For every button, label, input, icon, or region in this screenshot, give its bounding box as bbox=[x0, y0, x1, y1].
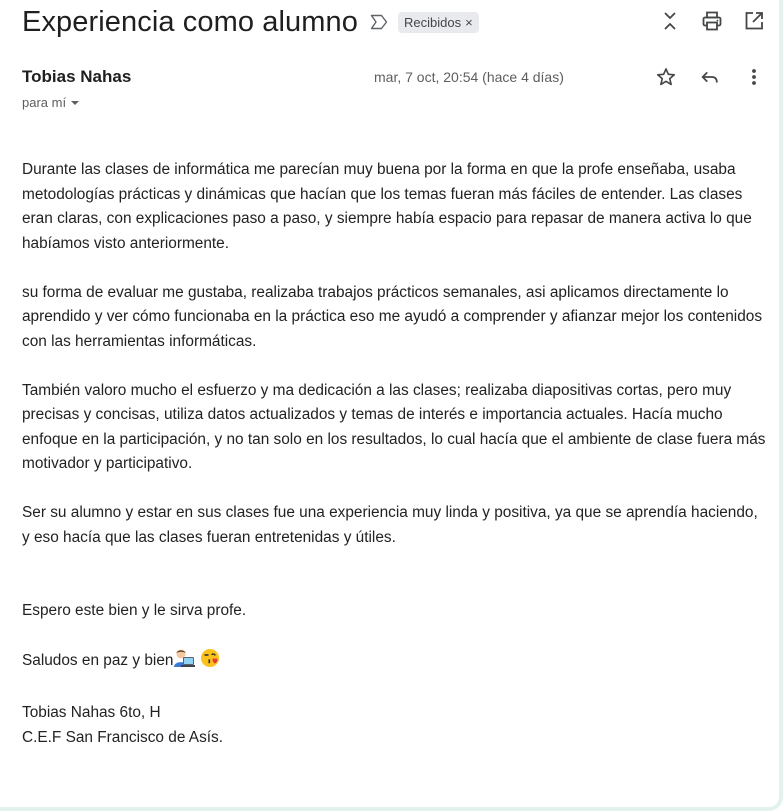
star-icon[interactable] bbox=[651, 62, 681, 92]
open-in-new-icon[interactable] bbox=[739, 6, 769, 36]
arrow-drop-down-icon[interactable] bbox=[70, 95, 80, 110]
recipient-details[interactable] bbox=[22, 95, 80, 110]
reply-icon[interactable] bbox=[695, 62, 725, 92]
thread-actions bbox=[655, 6, 769, 36]
body-paragraph: Durante las clases de informática me parecían muy buena por la forma en que la profe enseñaba, usaba metodologías prácticas y dinámicas que hacían que los temas fueran más fáciles de entender. Las clases eran claras, con explicaciones paso a paso, y siempre había espacio para repasar de manera activa lo que habíamos visto anteriormente. bbox=[22, 161, 752, 252]
body-paragraph: su forma de evaluar me gustaba, realizaba trabajos prácticos semanales, asi aplicamos directamente lo aprendido y ver cómo funcionaba en la práctica eso me ayudó a comprender y afianzar mejor los contenidos con las herramientas informáticas. bbox=[22, 283, 763, 350]
sender-name[interactable]: Tobias Nahas bbox=[22, 67, 132, 86]
label-chip-text: Recibidos bbox=[403, 14, 462, 30]
recipient-label: para mí bbox=[22, 95, 67, 110]
face-blowing-kiss-emoji-icon bbox=[200, 648, 220, 677]
label-important-icon[interactable] bbox=[370, 14, 388, 30]
unfold-icon[interactable] bbox=[655, 6, 685, 36]
greeting-line bbox=[22, 648, 767, 677]
print-icon[interactable] bbox=[697, 6, 727, 36]
message-actions bbox=[651, 62, 769, 92]
greeting-text: Saludos en paz y bien bbox=[22, 652, 174, 669]
message-body bbox=[22, 158, 767, 750]
body-paragraph: También valoro mucho el esfuerzo y ma dedicación a las clases; realizaba diapositivas cortas, pero muy precisas y concisas, utiliza datos actualizados y temas de interés e importancia actuales. Hacía mucho enfoque en la participación, y no tan solo en los resultados, lo cual hacía que el ambiente de clase fuera más motivador y participativo. bbox=[22, 381, 766, 472]
man-at-computer-emoji-icon bbox=[173, 648, 195, 677]
body-paragraph: Espero este bien y le sirva profe. bbox=[22, 602, 247, 619]
message-date: mar, 7 oct, 20:54 (hace 4 días) bbox=[374, 69, 564, 85]
more-vert-icon[interactable] bbox=[739, 62, 769, 92]
label-chip-inbox[interactable] bbox=[398, 12, 479, 33]
signature-name: Tobias Nahas 6to, H bbox=[22, 704, 161, 721]
body-paragraph: Ser su alumno y estar en sus clases fue una experiencia muy linda y positiva, ya que se aprendía haciendo, y eso hacía que las clases fueran entretenidas y útiles. bbox=[22, 504, 758, 546]
signature-school: C.E.F San Francisco de Asís. bbox=[22, 728, 224, 746]
subject-row bbox=[22, 0, 479, 44]
email-subject: Experiencia como alumno bbox=[22, 5, 358, 38]
remove-label-icon[interactable]: × bbox=[465, 14, 473, 30]
